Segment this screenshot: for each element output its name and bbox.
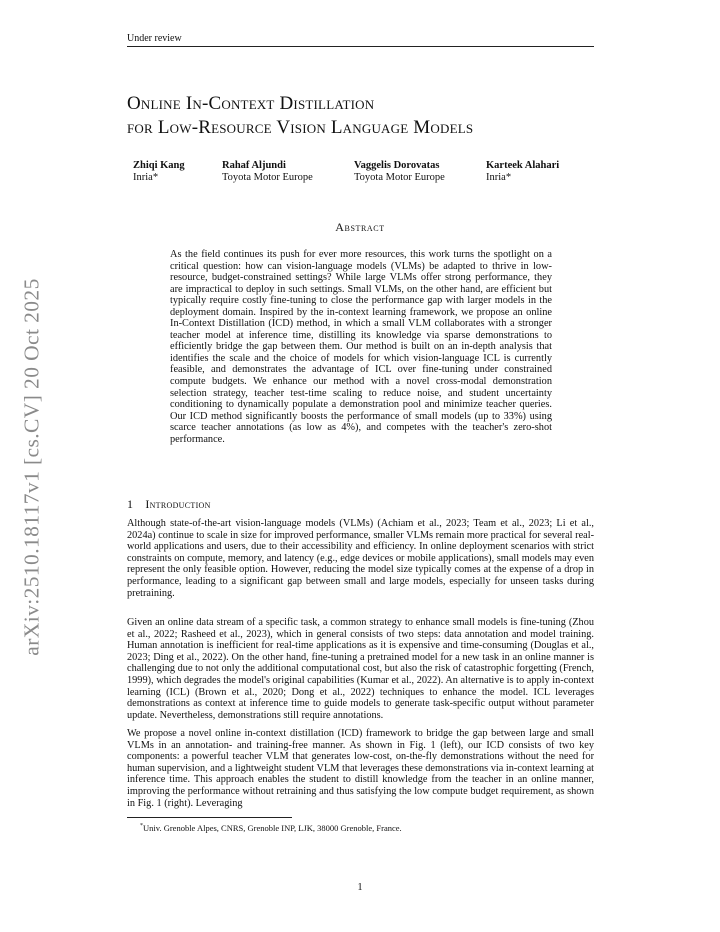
author: [354, 160, 445, 184]
author: [486, 160, 559, 184]
author-name: Vaggelis Dorovatas: [354, 160, 440, 171]
running-head: Under review: [127, 33, 594, 47]
title-line-1: Online In-Context Distillation: [127, 93, 375, 114]
arxiv-stamp-text: arXiv:2510.18117v1 [cs.CV] 20 Oct 2025: [19, 278, 44, 656]
abstract-text: As the field continues its push for ever more resources, this work turns the spotlight on a critical question: how can vision-language models (VLMs) be adapted to thrive in low-resource, budget-constrained settings? While large VLMs offer strong performance, they are impractical to deploy in such settings. Small VLMs, on the other hand, are efficient but typically require costly fine-tuning to close the performance gap with larger models in the deployment domain. Inspired by the in-context learning framework, we propose an online In-Context Distillation (ICD) method, in which a small VLM collaborates with a stronger teacher model at inference time, distilling its knowledge via sparse demonstrations to efficiently bridge the gap between them. Our method is built on an in-depth analysis that identifies the scale and the choice of models for which vision-language ICL is currently feasible, and demonstrates the advantage of ICL over fine-tuning under constrained compute budgets. We enhance our method with a novel cross-modal demonstration selection strategy, teacher test-time scaling to reduce noise, and student uncertainty conditioning to dynamically populate a demonstration pool and minimize teacher queries. Our ICD method significantly boosts the performance of small models (up to 33%) using scarce teacher annotations (as low as 4%), and competes with the teacher's zero-shot performance.: [170, 249, 552, 445]
author: [133, 160, 185, 184]
author-affiliation: Inria*: [486, 172, 512, 183]
author-name: Karteek Alahari: [486, 160, 560, 171]
paper-title: [127, 92, 597, 140]
footnote-text: Univ. Grenoble Alpes, CNRS, Grenoble INP, LJK, 38000 Grenoble, France.: [143, 823, 402, 833]
body-paragraph: Although state-of-the-art vision-language models (VLMs) (Achiam et al., 2023; Team et al., 2023; Li et al., 2024a) continue to scale in size for improved performance, smaller VLMs remain more practical for several real-world applications and users, due to their accessibility and efficiency. In online deployment scenarios with strict constraints on compute, memory, and latency (e.g., edge devices or mobile applications), small models may even represent the only feasible option. However, reducing the model size typically comes at the expense of a drop in performance, leading to a significant gap between small and large models, especially for unseen tasks during pretraining.: [127, 518, 594, 599]
author: [222, 160, 313, 184]
body-paragraph: Given an online data stream of a specific task, a common strategy to enhance small models is fine-tuning (Zhou et al., 2022; Rasheed et al., 2023), which in general consists of two steps: data annotation and model training. Human annotation is inefficient for real-time applications as it is expensive and time-consuming (Douglas et al., 2023; Ding et al., 2022). On the other hand, fine-tuning a pretrained model for a new task in an online manner is challenging due to not only the additional computational cost, but also the risk of catastrophic forgetting (French, 1999), which degrades the model's original capabilities (Kumar et al., 2022). An alternative is to apply in-context learning (ICL) (Brown et al., 2020; Dong et al., 2022) techniques to enhance the model. ICL leverages demonstrations as context at inference time to guide models to generate task-specific output without parameter update. Nevertheless, demonstrations still require annotations.: [127, 617, 594, 721]
footnote-rule: [127, 817, 292, 818]
author-affiliation: Toyota Motor Europe: [354, 172, 445, 183]
section-title: Introduction: [145, 497, 211, 511]
arxiv-identifier-stamp: [17, 262, 47, 672]
body-paragraph: We propose a novel online in-context distillation (ICD) framework to bridge the gap between large and small VLMs in an annotation- and training-free manner. As shown in Fig. 1 (left), our ICD consists of two key components: a powerful teacher VLM that generates low-cost, on-the-fly demonstrations without the need for human supervision, and a lightweight student VLM that leverages these demonstrations via in-context learning at inference time. This approach enables the student to distill knowledge from the teacher in an online manner, improving the performance without retraining and thus satisfying the low compute budget requirement, as shown in Fig. 1 (right). Leveraging: [127, 728, 594, 809]
author-affiliation: Toyota Motor Europe: [222, 172, 313, 183]
page-number: 1: [357, 882, 363, 893]
footnote: [140, 823, 402, 833]
author-name: Rahaf Aljundi: [222, 160, 286, 171]
author-affiliation: Inria*: [133, 172, 159, 183]
title-line-2: for Low-Resource Vision Language Models: [127, 117, 474, 138]
author-name: Zhiqi Kang: [133, 160, 185, 171]
footnote-marker: *: [140, 823, 143, 830]
section-heading: [127, 497, 211, 512]
section-number: 1: [127, 497, 134, 511]
abstract-heading: Abstract: [335, 220, 385, 234]
